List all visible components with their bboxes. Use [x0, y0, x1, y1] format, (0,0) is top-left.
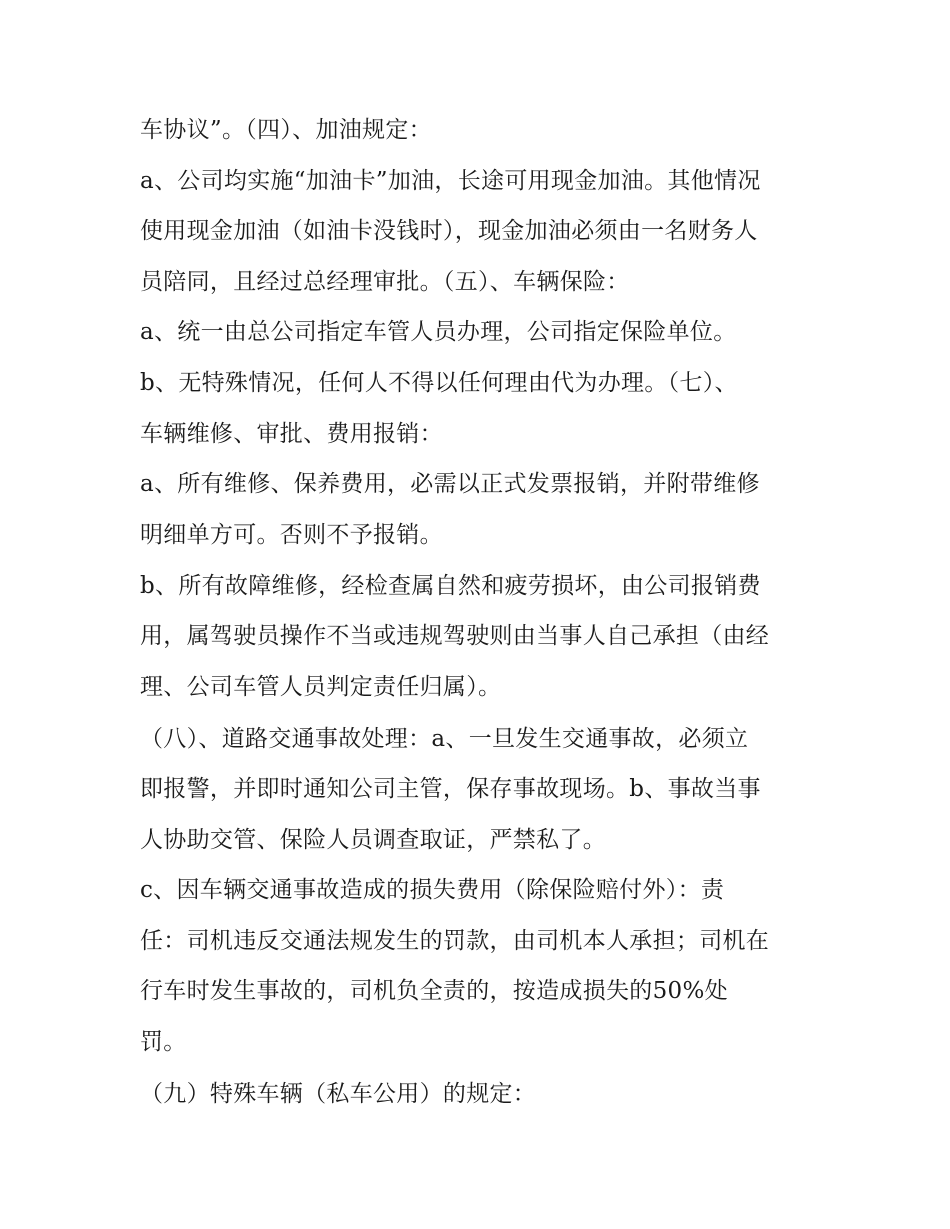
text-line: （九）特殊车辆（私车公用）的规定：: [140, 1081, 537, 1107]
text-line: 使用现金加油（如油卡没钱时），现金加油必须由一名财务人: [140, 218, 758, 244]
text-line: 任：司机违反交通法规发生的罚款，由司机本人承担；司机在: [140, 928, 770, 954]
text-line: 用，属驾驶员操作不当或违规驾驶则由当事人自己承担（由经: [140, 623, 770, 649]
text-line: a、公司均实施“加油卡”加油，长途可用现金加油。其他情况: [140, 168, 761, 194]
text-line: 明细单方可。否则不予报销。: [140, 522, 443, 548]
text-line: b、无特殊情况，任何人不得以任何理由代为办理。（七）、: [140, 370, 738, 396]
text-line: 人协助交管、保险人员调查取证，严禁私了。: [140, 827, 606, 853]
text-line: a、统一由总公司指定车管人员办理，公司指定保险单位。: [140, 319, 737, 345]
text-line: 车协议”。（四）、加油规定：: [140, 117, 432, 143]
text-line: 员陪同，且经过总经理审批。（五）、车辆保险：: [140, 269, 630, 295]
text-line: 即报警，并即时通知公司主管，保存事故现场。b、事故当事: [140, 776, 761, 802]
text-line: b、所有故障维修，经检查属自然和疲劳损坏，由公司报销费: [140, 573, 761, 599]
text-line: 罚。: [140, 1029, 187, 1055]
text-line: （八）、道路交通事故处理：a、一旦发生交通事故，必须立: [140, 726, 749, 752]
text-line: a、所有维修、保养费用，必需以正式发票报销，并附带维修: [140, 471, 760, 497]
text-line: 行车时发生事故的，司机负全责的，按造成损失的50%处: [140, 978, 728, 1004]
text-line: 理、公司车管人员判定责任归属）。: [140, 674, 502, 700]
text-line: 车辆维修、审批、费用报销：: [140, 421, 443, 447]
text-line: c、因车辆交通事故造成的损失费用（除保险赔付外）：责: [140, 877, 725, 903]
